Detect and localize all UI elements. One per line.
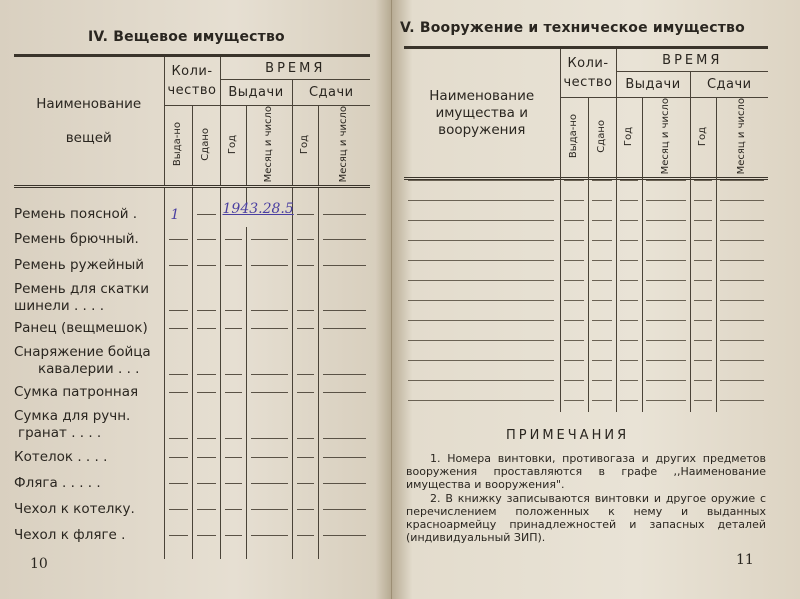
rule-vertical (690, 160, 691, 412)
rule-dash (564, 360, 584, 361)
note-1: 1. Номера винтовки, противогаза и других предметов вооружения проставляются в графе ,,Наименование имущества и вооружения". (406, 452, 766, 491)
table-row (14, 203, 370, 227)
rule-dash (620, 380, 638, 381)
rule-dash (694, 260, 712, 261)
sub-month-return: Месяц и число (736, 98, 748, 175)
rule-dash (620, 220, 638, 221)
sub-month-issue: Месяц и число (660, 98, 672, 175)
rule-dash (592, 340, 612, 341)
rule-dash (720, 380, 764, 381)
col-name-line2: вещей (65, 130, 112, 147)
item-name (14, 405, 164, 445)
table-row (14, 405, 370, 445)
table-row (14, 445, 370, 471)
rule-dash (694, 180, 712, 181)
rule-dash (592, 220, 612, 221)
rule-dash (564, 260, 584, 261)
col-qty-header: Коли- чество (164, 56, 220, 106)
rule-dash (620, 240, 638, 241)
rule-dash (592, 180, 612, 181)
item-name-line1: Снаряжение бойца (14, 343, 151, 360)
item-name: Чехол к котелку. (14, 501, 135, 518)
rule-dash (720, 320, 764, 321)
note-2: 2. В книжку записываются винтовки и другое оружие с перечислением положенных к нему и выданных красноармейцу принадлежностей и запасных деталей (индивидуальный ЗИП). (406, 492, 766, 544)
table-row (14, 317, 370, 341)
rule-dash (646, 380, 686, 381)
item-name-line1: Сумка для ручн. (14, 407, 131, 424)
right-page-number: 11 (736, 552, 754, 568)
rule-dash (564, 220, 584, 221)
rule-dash (646, 360, 686, 361)
rule-horizontal (408, 240, 554, 241)
sub-returned: Сдано (200, 127, 211, 161)
rule-dash (694, 340, 712, 341)
rule-dash (720, 260, 764, 261)
item-name: Чехол к фляге . (14, 527, 126, 544)
rule-dash (646, 280, 686, 281)
rule-dash (646, 200, 686, 201)
rule-dash (564, 320, 584, 321)
rule-dash (720, 180, 764, 181)
right-section-title: V. Вооружение и техническое имущество (400, 20, 745, 36)
sub-year-issue: Год (227, 134, 239, 154)
rule-horizontal (408, 280, 554, 281)
rule-horizontal (408, 180, 554, 181)
rule-dash (564, 280, 584, 281)
item-name-line2: шинели . . . . (14, 297, 104, 314)
handwritten-issued: 1 (170, 206, 180, 223)
rule-dash (620, 260, 638, 261)
handwritten-date: 1943.28.5 (222, 200, 294, 217)
rule-dash (646, 340, 686, 341)
rule-dash (592, 320, 612, 321)
rule-dash (620, 340, 638, 341)
rule-dash (620, 200, 638, 201)
item-name: Ранец (вещмешок) (14, 320, 148, 337)
col-return-header: Сдачи (690, 72, 768, 98)
rule-dash (694, 400, 712, 401)
rule-dash (646, 400, 686, 401)
sub-year-return: Год (697, 126, 709, 146)
table-row (14, 227, 370, 253)
col-name-line1: Наименование (36, 96, 142, 113)
rule-dash (620, 400, 638, 401)
rule-vertical (716, 160, 717, 412)
item-name: Фляга . . . . . (14, 475, 101, 492)
item-name: Ремень ружейный (14, 257, 145, 274)
rule-horizontal (408, 300, 554, 301)
col-return-header: Сдачи (292, 80, 370, 106)
col-issue-header: Выдачи (220, 80, 292, 106)
rule-dash (592, 380, 612, 381)
left-section-title: IV. Вещевое имущество (88, 29, 285, 45)
table-row (14, 253, 370, 279)
rule-dash (564, 200, 584, 201)
item-name: Сумка патронная (14, 384, 139, 401)
rule-horizontal (408, 380, 554, 381)
rule-dash (720, 240, 764, 241)
rule-dash (620, 320, 638, 321)
rule-dash (646, 300, 686, 301)
rule-dash (720, 340, 764, 341)
rule-dash (694, 200, 712, 201)
left-page (0, 0, 392, 599)
table-row (14, 381, 370, 405)
rule-dash (694, 240, 712, 241)
item-name-line2: гранат . . . . (18, 424, 102, 441)
rule-dash (720, 360, 764, 361)
rule-horizontal (408, 400, 554, 401)
col-name-header (14, 56, 164, 187)
rule-dash (564, 240, 584, 241)
table-row (14, 279, 370, 317)
rule-dash (592, 300, 612, 301)
rule-dash (592, 240, 612, 241)
rule-dash (564, 380, 584, 381)
rule-dash (720, 280, 764, 281)
item-name (14, 341, 164, 381)
left-page-number: 10 (30, 556, 48, 572)
rule-dash (620, 360, 638, 361)
blank-entry-rows (404, 160, 768, 412)
rule-dash (646, 180, 686, 181)
rule-dash (694, 220, 712, 221)
rule-dash (720, 300, 764, 301)
rule-horizontal (408, 260, 554, 261)
rule-dash (646, 320, 686, 321)
rule-vertical (616, 160, 617, 412)
rule-dash (592, 400, 612, 401)
rule-dash (694, 300, 712, 301)
clothing-table (14, 54, 370, 559)
rule-dash (646, 260, 686, 261)
rule-dash (720, 220, 764, 221)
sub-issued: Выда-но (568, 114, 579, 159)
item-name (14, 279, 164, 317)
rule-horizontal (408, 200, 554, 201)
col-name-header: Наименование имущества и вооружения (404, 48, 560, 179)
rule-dash (646, 220, 686, 221)
rule-dash (592, 280, 612, 281)
right-page (392, 0, 800, 599)
rule-dash (592, 200, 612, 201)
rule-dash (564, 180, 584, 181)
rule-dash (694, 360, 712, 361)
table-row (14, 497, 370, 523)
rule-dash (564, 340, 584, 341)
col-issue-header: Выдачи (616, 72, 690, 98)
rule-dash (694, 280, 712, 281)
rule-dash (592, 360, 612, 361)
rule-horizontal (408, 360, 554, 361)
rule-dash (720, 400, 764, 401)
item-name: Ремень брючный. (14, 231, 139, 248)
rule-vertical (588, 160, 589, 412)
rule-dash (620, 180, 638, 181)
col-time-header: ВРЕМЯ (616, 48, 768, 72)
rule-dash (720, 200, 764, 201)
col-time-header: ВРЕМЯ (220, 56, 370, 80)
notes-title: ПРИМЕЧАНИЯ (506, 428, 630, 443)
rule-dash (694, 320, 712, 321)
table-row (14, 341, 370, 381)
rule-dash (620, 280, 638, 281)
rule-dash (620, 300, 638, 301)
sub-month-issue: Месяц и число (263, 106, 275, 183)
rule-vertical (560, 160, 561, 412)
rule-dash (564, 400, 584, 401)
col-qty-header: Коли- чество (560, 48, 616, 98)
sub-month-return: Месяц и число (338, 106, 350, 183)
item-name: Ремень поясной . (14, 206, 138, 223)
table-row (14, 523, 370, 549)
sub-issued: Выда-но (172, 122, 183, 167)
rule-dash (592, 260, 612, 261)
rule-horizontal (408, 320, 554, 321)
rule-vertical (642, 160, 643, 412)
item-name: Котелок . . . . (14, 449, 108, 466)
item-name-line1: Ремень для скатки (14, 280, 150, 297)
sub-year-return: Год (299, 134, 311, 154)
table-row (14, 471, 370, 497)
rule-horizontal (408, 340, 554, 341)
rule-horizontal (408, 220, 554, 221)
sub-returned: Сдано (596, 119, 607, 153)
item-name-line2: кавалерии . . . (38, 360, 140, 377)
rule-dash (564, 300, 584, 301)
rule-dash (694, 380, 712, 381)
rule-dash (646, 240, 686, 241)
sub-year-issue: Год (623, 126, 635, 146)
